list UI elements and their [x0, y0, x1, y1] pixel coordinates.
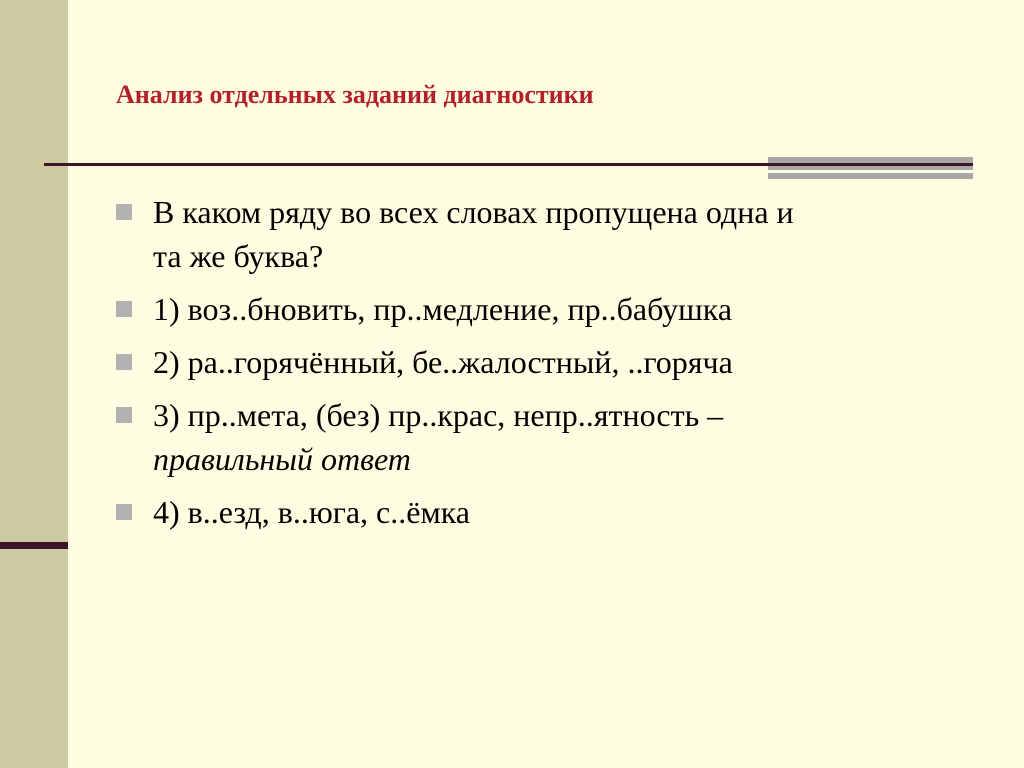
bullet-item-question — [116, 190, 946, 278]
left-accent-bar — [0, 542, 68, 549]
square-bullet-icon — [116, 204, 132, 220]
divider-stripe — [768, 173, 973, 179]
square-bullet-icon — [116, 504, 132, 520]
option-text: 4) в..езд, в..юга, с..ёмка — [153, 494, 470, 530]
option-text: 1) воз..бновить, пр..медление, пр..бабушка — [153, 291, 733, 327]
square-bullet-icon — [116, 354, 132, 370]
title-divider-stripes — [768, 157, 973, 179]
divider-stripe — [768, 157, 973, 163]
question-line: та же буква? — [153, 238, 324, 274]
bullet-item-option-4 — [116, 490, 946, 534]
correct-answer-note: правильный ответ — [153, 441, 411, 477]
bullet-item-option-3 — [116, 393, 946, 481]
question-line: В каком ряду во всех словах пропущена одна и — [153, 194, 794, 230]
option-text: 3) пр..мета, (без) пр..крас, непр..ятность – — [153, 397, 724, 433]
option-text: 2) ра..горячённый, бе..жалостный, ..горяча — [153, 344, 733, 380]
square-bullet-icon — [116, 407, 132, 423]
divider-stripe — [768, 166, 973, 170]
bullet-item-option-2 — [116, 340, 946, 384]
slide-title: Анализ отдельных заданий диагностики — [116, 80, 594, 109]
bullet-list — [116, 190, 946, 543]
square-bullet-icon — [116, 301, 132, 317]
left-decorative-band — [0, 0, 68, 768]
bullet-item-option-1 — [116, 287, 946, 331]
